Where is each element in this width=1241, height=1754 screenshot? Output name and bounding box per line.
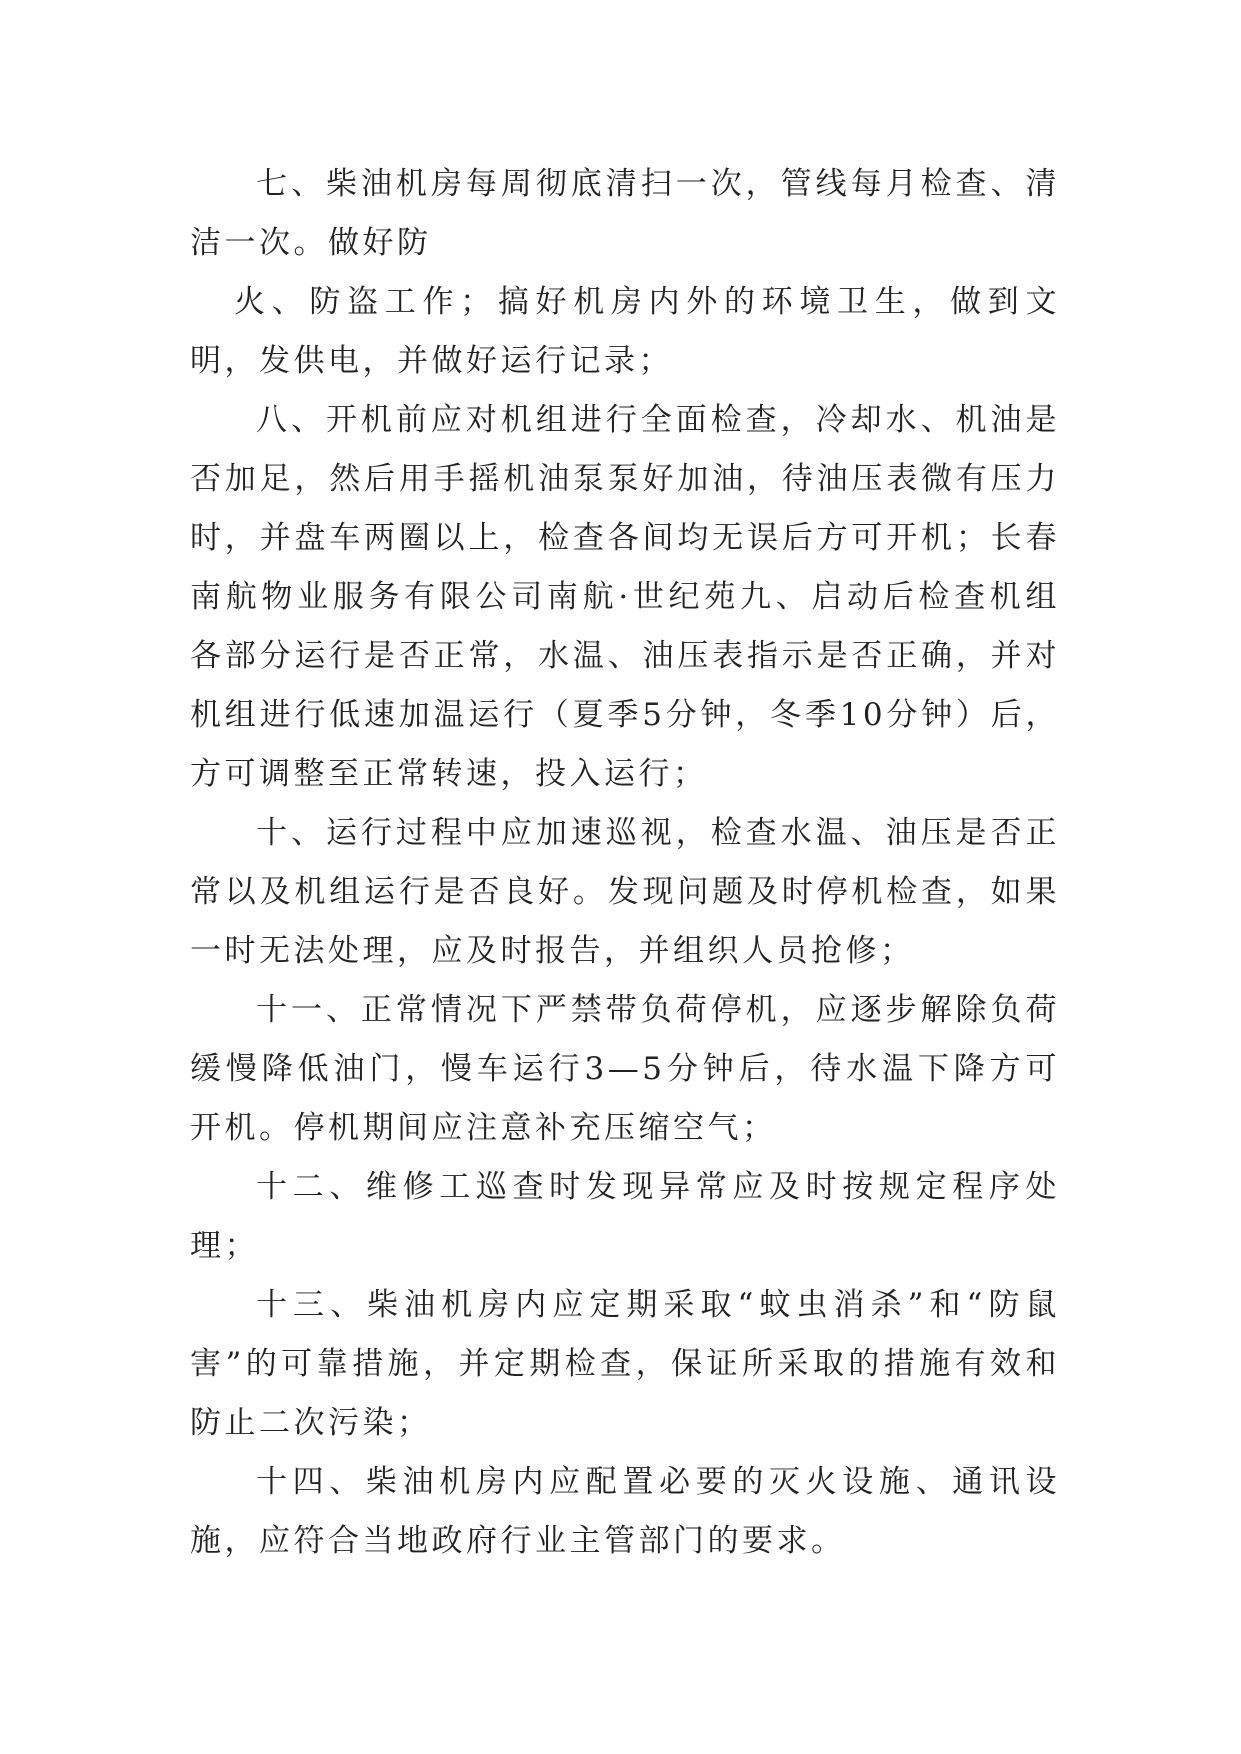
paragraph-13: 十三、柴油机房内应定期采取“蚊虫消杀”和“防鼠害”的可靠措施，并定期检查，保证所采取的措施有效和防止二次污染； [190,1287,1060,1441]
paragraph-14: 十四、柴油机房内应配置必要的灭火设施、通讯设施，应符合当地政府行业主管部门的要求。 [190,1464,1060,1559]
paragraph-11: 十一、正常情况下严禁带负荷停机，应逐步解除负荷缓慢降低油门，慢车运行3—5分钟后，待水温下降方可开机。停机期间应注意补充压缩空气； [190,992,1060,1146]
paragraph-12: 十二、维修工巡查时发现异常应及时按规定程序处理； [190,1169,1060,1264]
paragraph-7: 七、柴油机房每周彻底清扫一次，管线每月检查、清洁一次。做好防 [190,166,1060,261]
document-body [190,155,1060,1571]
paragraph-10: 十、运行过程中应加速巡视，检查水温、油压是否正常以及机组运行是否良好。发现问题及时停机检查，如果一时无法处理，应及时报告，并组织人员抢修； [190,815,1060,969]
paragraph-7-continued: 火、防盗工作；搞好机房内外的环境卫生，做到文明，发供电，并做好运行记录； [190,284,1060,379]
paragraph-8: 八、开机前应对机组进行全面检查，冷却水、机油是否加足，然后用手摇机油泵泵好加油，待油压表微有压力时，并盘车两圈以上，检查各间均无误后方可开机；长春南航物业服务有限公司南航·世纪苑九、启动后检查机组各部分运行是否正常，水温、油压表指示是否正确，并对机组进行低速加温运行（夏季5分钟，冬季10分钟）后，方可调整至正常转速，投入运行； [190,402,1060,792]
